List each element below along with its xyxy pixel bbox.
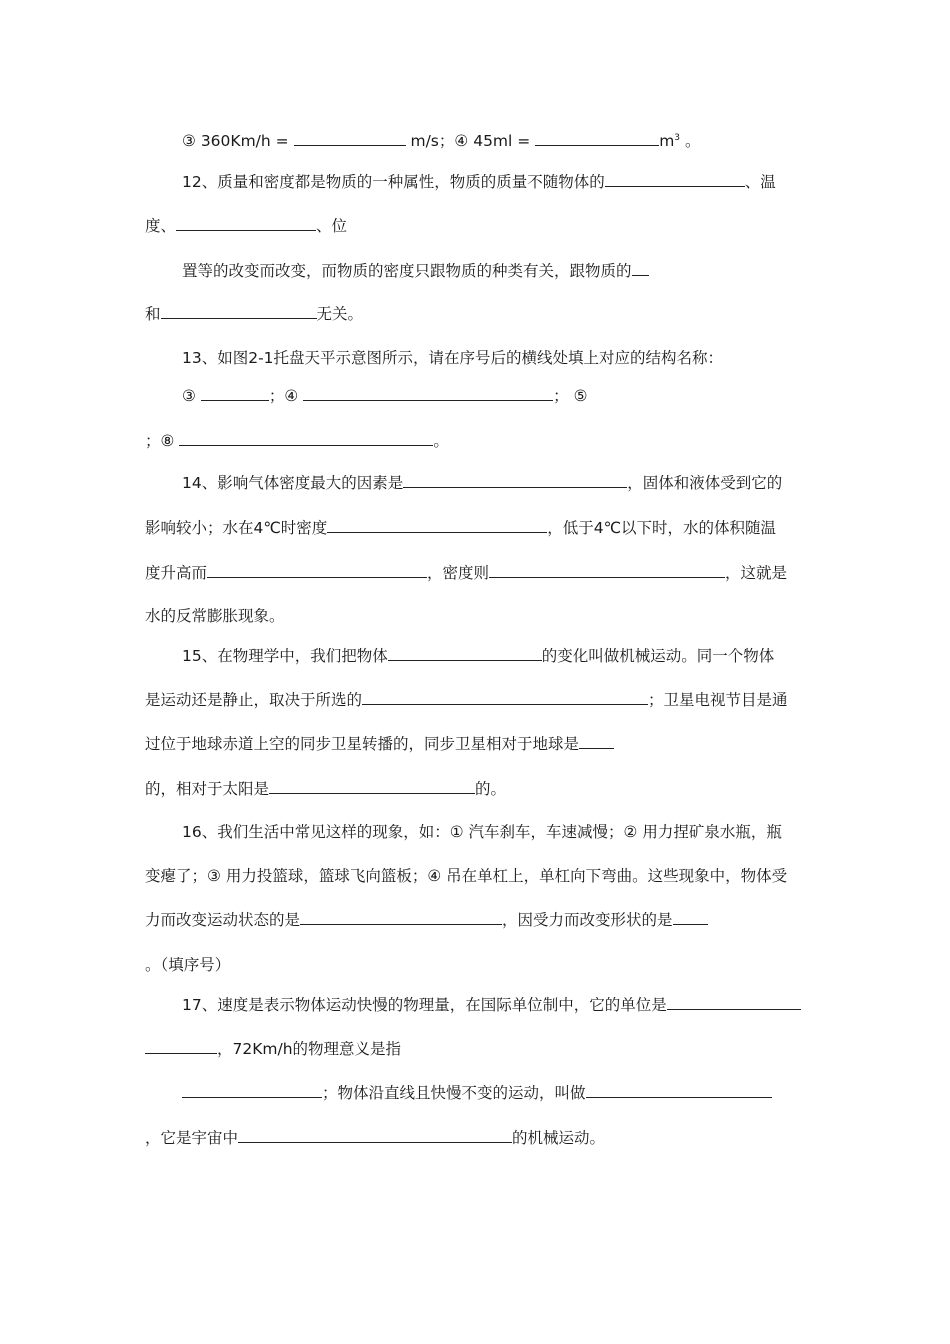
line-q14-4: 水的反常膨胀现象。 (145, 607, 285, 625)
line-q11-units: ③ 360Km/h = m/s；④ $45ml = m^3$ 。 (182, 132, 701, 151)
answer-blank[interactable] (207, 563, 427, 578)
answer-blank[interactable] (294, 131, 406, 146)
answer-blank[interactable] (182, 1083, 322, 1098)
answer-blank[interactable] (269, 779, 475, 794)
answer-blank[interactable] (362, 690, 648, 705)
line-q14-2: 影响较小；水在4℃时密度 ，低于4℃以下时，水的体积随温 (145, 519, 777, 537)
line-q15-2: 是运动还是静止，取决于所选的 ；卫星电视节目是通 (145, 691, 788, 709)
line-q16-3: 力而改变运动状态的是 ，因受力而改变形状的是 (145, 910, 708, 930)
line-q15-3: 过位于地球赤道上空的同步卫星转播的，同步卫星相对于地球是 (145, 734, 614, 754)
answer-blank[interactable] (667, 995, 801, 1010)
answer-blank[interactable] (388, 646, 542, 661)
answer-blank[interactable] (586, 1083, 772, 1098)
line-q15-4: 的，相对于太阳是 的。 (145, 780, 507, 798)
line-q16-2: 变瘪了；③ 用力投篮球，篮球飞向篮板；④ 吊在单杠上，单杠向下弯曲。这些现象中，物体受 (145, 867, 788, 885)
answer-blank[interactable] (300, 910, 502, 925)
line-q16-4: 。（填序号） (145, 956, 231, 974)
line-q15-1: 15、在物理学中，我们把物体 的变化叫做机械运动。同一个物体 (182, 647, 775, 665)
line-q17-4: ，它是宇宙中 的机械运动。 (145, 1129, 606, 1147)
answer-blank[interactable] (579, 734, 614, 749)
answer-blank[interactable] (179, 431, 433, 446)
answer-blank[interactable] (201, 386, 269, 401)
answer-blank[interactable] (632, 261, 649, 276)
answer-blank[interactable] (327, 518, 547, 533)
line-q13-3: ；⑧ 。 (145, 432, 449, 450)
line-q12-4: 和 无关。 (145, 305, 364, 323)
line-q14-1: 14、影响气体密度最大的因素是 ，固体和液体受到它的 (182, 474, 783, 492)
answer-blank[interactable] (238, 1128, 512, 1143)
answer-blank[interactable] (145, 1039, 217, 1054)
line-q12-1: 12、质量和密度都是物质的一种属性，物质的质量不随物体的 、温 (182, 173, 776, 191)
answer-blank[interactable] (673, 910, 708, 925)
answer-blank[interactable] (303, 386, 553, 401)
answer-blank[interactable] (489, 563, 725, 578)
line-q17-1: 17、速度是表示物体运动快慢的物理量，在国际单位制中，它的单位是 (182, 995, 801, 1015)
line-q17-2: ，72Km/h的物理意义是指 (145, 1039, 401, 1059)
answer-blank[interactable] (535, 131, 659, 146)
line-q12-2: 度、 、位 (145, 217, 348, 235)
line-q12-3: 置等的改变而改变，而物质的密度只跟物质的种类有关，跟物质的 (182, 261, 649, 281)
line-q17-3: ；物体沿直线且快慢不变的运动，叫做 (182, 1083, 772, 1103)
answer-blank[interactable] (161, 304, 317, 319)
answer-blank[interactable] (403, 473, 627, 488)
answer-blank[interactable] (605, 172, 745, 187)
line-q13-2: ③ ；④ ； ⑤ (182, 387, 588, 405)
line-q16-1: 16、我们生活中常见这样的现象，如：① 汽车刹车，车速减慢；② 用力捏矿泉水瓶，瓶 (182, 823, 782, 841)
line-q14-3: 度升高而 ，密度则 ，这就是 (145, 564, 788, 582)
line-q13-1: 13、如图2-1托盘天平示意图所示，请在序号后的横线处填上对应的结构名称： (182, 349, 724, 367)
answer-blank[interactable] (176, 216, 316, 231)
